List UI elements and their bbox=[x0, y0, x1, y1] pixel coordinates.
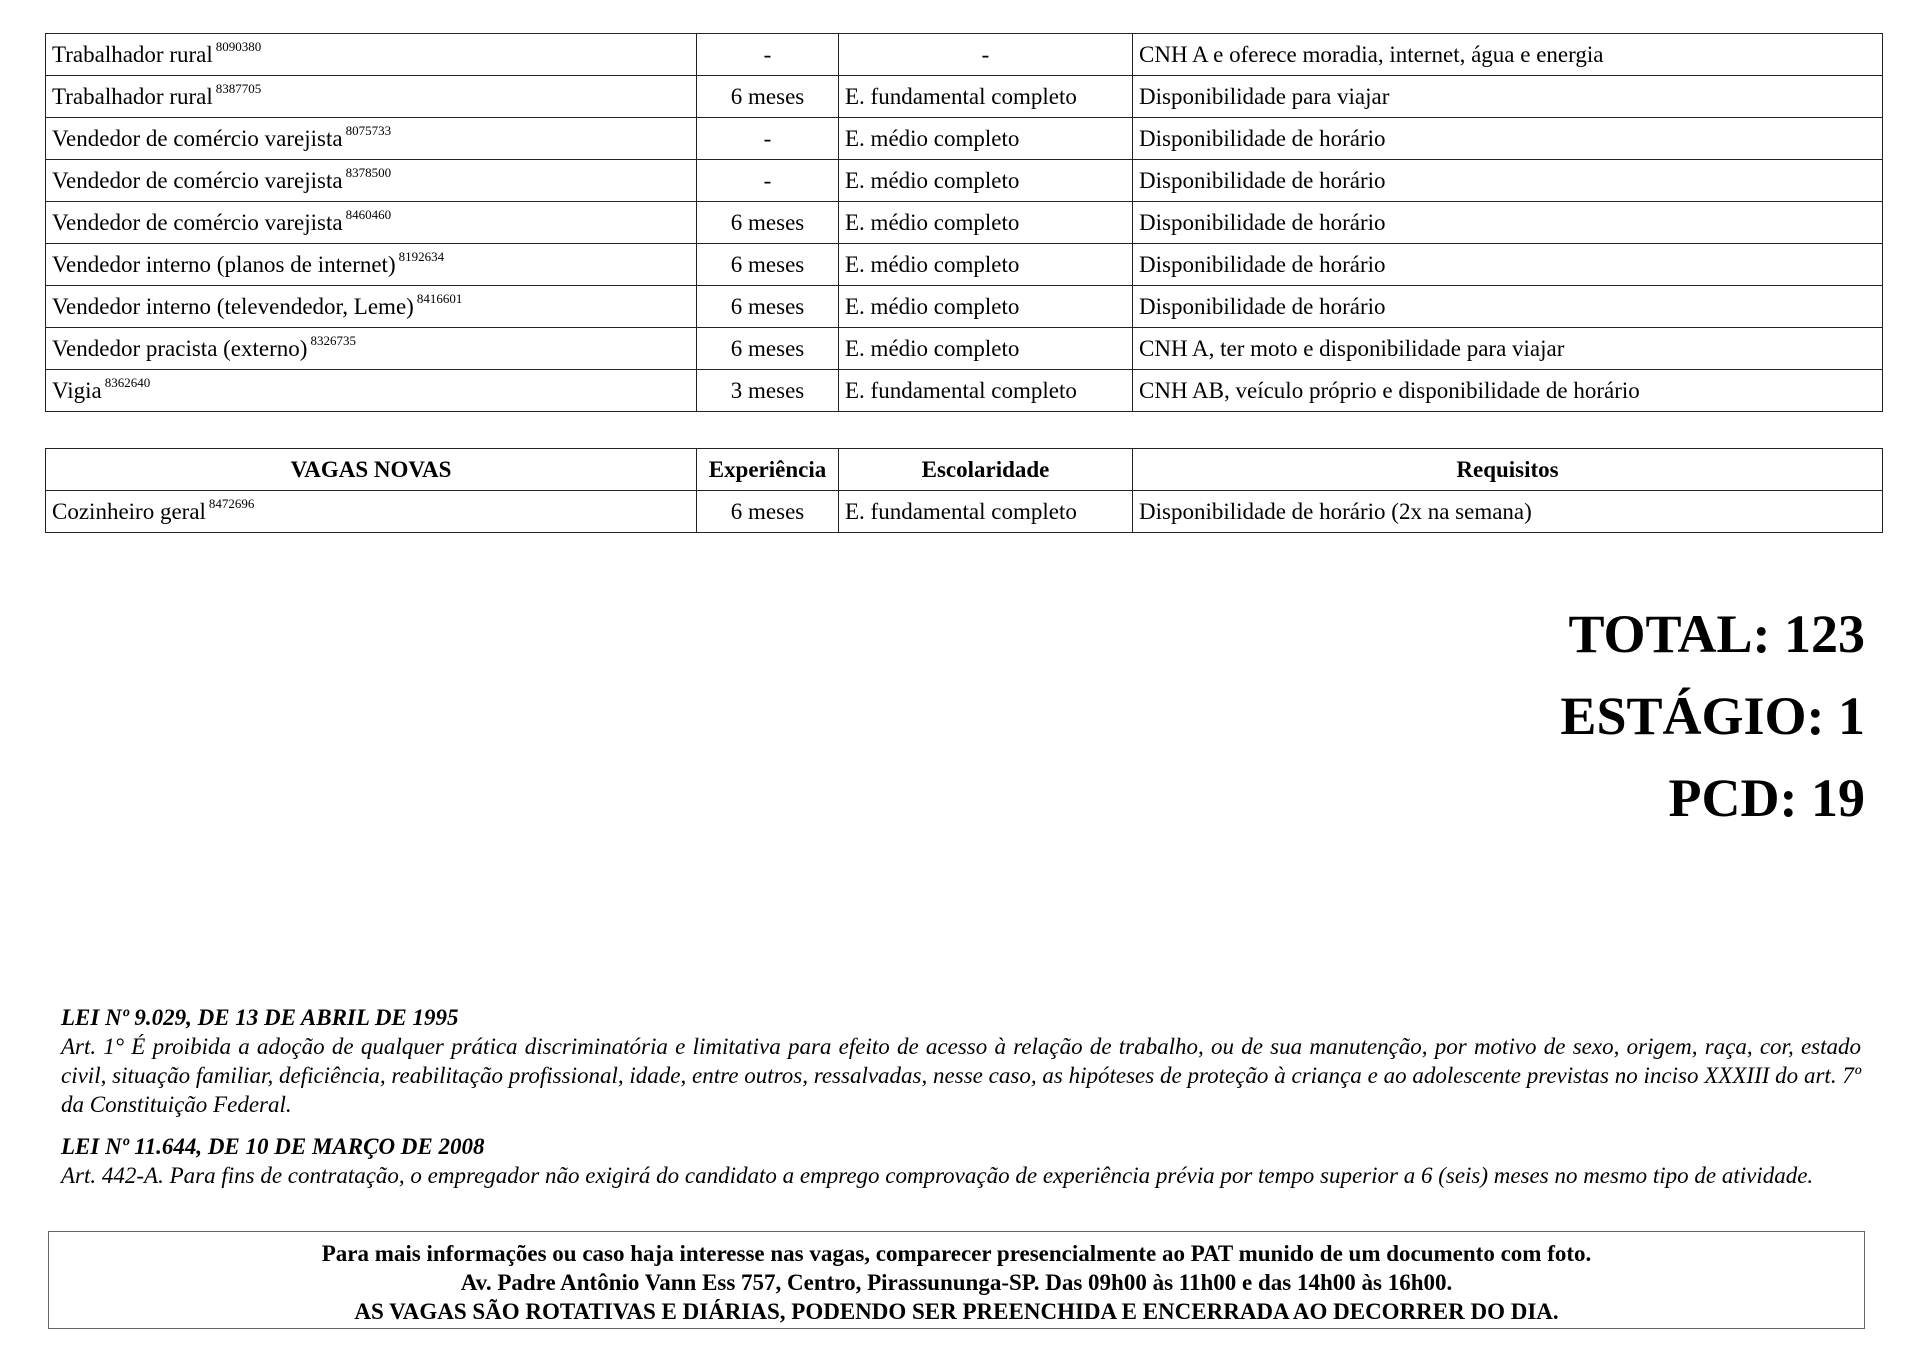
experiencia-cell bbox=[697, 34, 839, 76]
cargo-cell bbox=[46, 118, 697, 160]
experiencia-cell bbox=[697, 491, 839, 533]
experiencia-cell bbox=[697, 370, 839, 412]
info-line-2: Av. Padre Antônio Vann Ess 757, Centro, Pirassununga-SP. Das 09h00 às 11h00 e das 14h00 às 16h00. bbox=[460, 1270, 1453, 1295]
experiencia-cell bbox=[697, 160, 839, 202]
requisitos-text: CNH A e oferece moradia, internet, água e energia bbox=[1139, 41, 1604, 67]
requisitos-text: Disponibilidade de horário bbox=[1139, 125, 1386, 151]
escolaridade-cell bbox=[839, 328, 1133, 370]
escolaridade-cell bbox=[839, 286, 1133, 328]
table-row bbox=[46, 370, 1883, 412]
vacancy-code: 8387705 bbox=[215, 80, 262, 96]
cargo-cell bbox=[46, 244, 697, 286]
vacancy-code: 8378500 bbox=[345, 164, 392, 180]
cargo-cell bbox=[46, 286, 697, 328]
table-row bbox=[46, 328, 1883, 370]
info-line-3: AS VAGAS SÃO ROTATIVAS E DIÁRIAS, PODENDO SER PREENCHIDA E ENCERRADA AO DECORRER DO DIA. bbox=[354, 1299, 1559, 1324]
requisitos-cell bbox=[1133, 202, 1883, 244]
escolaridade-cell bbox=[839, 202, 1133, 244]
requisitos-text: Disponibilidade de horário (2x na semana) bbox=[1139, 498, 1532, 524]
escolaridade-cell bbox=[839, 160, 1133, 202]
requisitos-cell bbox=[1133, 328, 1883, 370]
requisitos-text: CNH A, ter moto e disponibilidade para viajar bbox=[1139, 335, 1565, 361]
job-table-new bbox=[45, 448, 1883, 533]
escolaridade-text: E. médio completo bbox=[845, 335, 1020, 361]
requisitos-cell bbox=[1133, 34, 1883, 76]
table-row bbox=[46, 76, 1883, 118]
requisitos-cell bbox=[1133, 244, 1883, 286]
cargo-cell bbox=[46, 160, 697, 202]
cargo-cell bbox=[46, 34, 697, 76]
cargo-text: Cozinheiro geral bbox=[52, 498, 206, 524]
cargo-cell bbox=[46, 202, 697, 244]
requisitos-text: Disponibilidade de horário bbox=[1139, 251, 1386, 277]
law-title: LEI Nº 11.644, DE 10 DE MARÇO DE 2008 bbox=[61, 1134, 485, 1159]
pcd-count: PCD: 19 bbox=[1668, 768, 1865, 828]
experiencia-text: 6 meses bbox=[730, 209, 805, 235]
escolaridade-text: - bbox=[981, 41, 990, 67]
cargo-text: Vendedor de comércio varejista bbox=[52, 125, 343, 151]
cargo-cell bbox=[46, 76, 697, 118]
requisitos-cell bbox=[1133, 118, 1883, 160]
escolaridade-cell bbox=[839, 244, 1133, 286]
contact-info-box bbox=[48, 1231, 1865, 1329]
experiencia-cell bbox=[697, 286, 839, 328]
header-requisitos: Requisitos bbox=[1133, 449, 1883, 491]
cargo-text: Vendedor interno (planos de internet) bbox=[52, 251, 396, 277]
experiencia-text: 3 meses bbox=[730, 377, 805, 403]
table-header-row bbox=[46, 449, 1883, 491]
vacancy-code: 8192634 bbox=[398, 248, 445, 264]
escolaridade-text: E. fundamental completo bbox=[845, 377, 1077, 403]
table-row bbox=[46, 160, 1883, 202]
escolaridade-cell bbox=[839, 491, 1133, 533]
table-row bbox=[46, 202, 1883, 244]
header-cargo: VAGAS NOVAS bbox=[46, 449, 697, 491]
law-title: LEI Nº 9.029, DE 13 DE ABRIL DE 1995 bbox=[61, 1005, 459, 1030]
cargo-text: Vendedor de comércio varejista bbox=[52, 209, 343, 235]
cargo-text: Trabalhador rural bbox=[52, 83, 213, 109]
vacancy-code: 8090380 bbox=[215, 38, 262, 54]
escolaridade-cell bbox=[839, 34, 1133, 76]
table-row bbox=[46, 286, 1883, 328]
experiencia-cell bbox=[697, 76, 839, 118]
law-block-9029 bbox=[61, 1003, 1861, 1119]
experiencia-cell bbox=[697, 118, 839, 160]
experiencia-text: 6 meses bbox=[730, 293, 805, 319]
vacancy-code: 8460460 bbox=[345, 206, 392, 222]
escolaridade-text: E. fundamental completo bbox=[845, 498, 1077, 524]
escolaridade-text: E. médio completo bbox=[845, 125, 1020, 151]
requisitos-cell bbox=[1133, 370, 1883, 412]
cargo-text: Vendedor interno (televendedor, Leme) bbox=[52, 293, 414, 319]
escolaridade-text: E. médio completo bbox=[845, 209, 1020, 235]
total-count: TOTAL: 123 bbox=[1568, 604, 1865, 664]
requisitos-cell bbox=[1133, 286, 1883, 328]
law-text: Art. 442-A. Para fins de contratação, o empregador não exigirá do candidato a emprego comprovação de experiência prévia por tempo superior a 6 (seis) meses no mesmo tipo de atividade. bbox=[61, 1163, 1814, 1188]
experiencia-text: - bbox=[763, 167, 772, 193]
estagio-count: ESTÁGIO: 1 bbox=[1560, 686, 1865, 746]
table-row bbox=[46, 34, 1883, 76]
requisitos-text: Disponibilidade para viajar bbox=[1139, 83, 1390, 109]
table-row bbox=[46, 118, 1883, 160]
experiencia-cell bbox=[697, 244, 839, 286]
escolaridade-text: E. médio completo bbox=[845, 293, 1020, 319]
vacancy-code: 8362640 bbox=[104, 374, 151, 390]
experiencia-cell bbox=[697, 328, 839, 370]
experiencia-text: 6 meses bbox=[730, 498, 805, 524]
experiencia-text: - bbox=[763, 41, 772, 67]
vacancy-code: 8416601 bbox=[416, 290, 463, 306]
experiencia-text: 6 meses bbox=[730, 251, 805, 277]
cargo-text: Trabalhador rural bbox=[52, 41, 213, 67]
requisitos-cell bbox=[1133, 491, 1883, 533]
table-row bbox=[46, 491, 1883, 533]
requisitos-text: CNH AB, veículo próprio e disponibilidade de horário bbox=[1139, 377, 1640, 403]
experiencia-cell bbox=[697, 202, 839, 244]
requisitos-cell bbox=[1133, 76, 1883, 118]
escolaridade-text: E. médio completo bbox=[845, 167, 1020, 193]
requisitos-text: Disponibilidade de horário bbox=[1139, 293, 1386, 319]
law-text: Art. 1° É proibida a adoção de qualquer prática discriminatória e limitativa para efeito de acesso à relação de trabalho, ou de sua manutenção, por motivo de sexo, origem, raça, cor, estado civil, situação familiar, deficiência, reabilitação profissional, idade, entre outros, ressalvadas, nesse caso, as hipóteses de proteção à criança e ao adolescente previstas no inciso XXXIII do art. 7º da Constituição Federal. bbox=[61, 1034, 1861, 1117]
escolaridade-text: E. médio completo bbox=[845, 251, 1020, 277]
escolaridade-cell bbox=[839, 118, 1133, 160]
job-table-existing bbox=[45, 33, 1883, 412]
cargo-cell bbox=[46, 328, 697, 370]
cargo-cell bbox=[46, 491, 697, 533]
info-line-1: Para mais informações ou caso haja interesse nas vagas, comparecer presencialmente ao PAT munido de um documento com foto. bbox=[321, 1241, 1592, 1266]
experiencia-text: 6 meses bbox=[730, 83, 805, 109]
cargo-text: Vigia bbox=[52, 377, 102, 403]
experiencia-text: 6 meses bbox=[730, 335, 805, 361]
requisitos-text: Disponibilidade de horário bbox=[1139, 167, 1386, 193]
experiencia-text: - bbox=[763, 125, 772, 151]
header-escolaridade: Escolaridade bbox=[839, 449, 1133, 491]
cargo-cell bbox=[46, 370, 697, 412]
vacancy-code: 8075733 bbox=[345, 122, 392, 138]
vacancy-code: 8326735 bbox=[310, 332, 356, 348]
header-experiencia: Experiência bbox=[697, 449, 839, 491]
vacancy-code: 8472696 bbox=[208, 495, 255, 511]
escolaridade-cell bbox=[839, 370, 1133, 412]
escolaridade-cell bbox=[839, 76, 1133, 118]
requisitos-cell bbox=[1133, 160, 1883, 202]
cargo-text: Vendedor pracista (externo) bbox=[52, 335, 308, 361]
totals-summary bbox=[1560, 593, 1865, 839]
requisitos-text: Disponibilidade de horário bbox=[1139, 209, 1386, 235]
cargo-text: Vendedor de comércio varejista bbox=[52, 167, 343, 193]
table-row bbox=[46, 244, 1883, 286]
law-block-11644 bbox=[61, 1132, 1861, 1190]
escolaridade-text: E. fundamental completo bbox=[845, 83, 1077, 109]
